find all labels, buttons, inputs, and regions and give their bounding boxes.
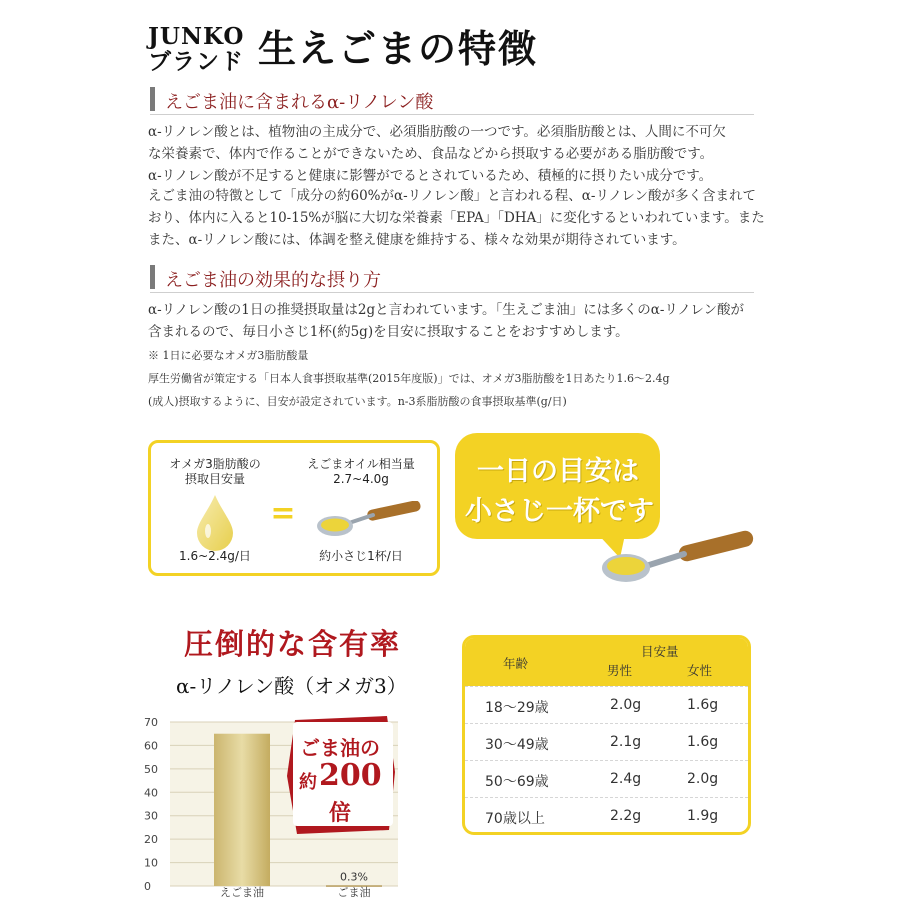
brand-line-2: ブランド [148, 48, 244, 75]
table-header [465, 638, 748, 686]
table-row [465, 760, 748, 797]
x-category-label: ごま油 [337, 886, 371, 899]
spoon-icon [315, 501, 423, 539]
callout-line-1: ごま油の [300, 736, 380, 760]
section2-title: えごま油の効果的な摂り方 [165, 270, 381, 291]
intake-table [462, 635, 751, 835]
bubble-line-1: 一日の目安は [477, 456, 639, 487]
brand-line-1: JUNKO [148, 23, 245, 50]
header-age: 年齢 [503, 656, 529, 671]
speech-bubble [455, 433, 660, 539]
text-line: おり、体内に入ると10-15%が脳に大切な栄養素「EPA」「DHA」に変化するといわれています。また [148, 210, 765, 226]
y-tick-label: 30 [144, 809, 158, 823]
header-male: 男性 [607, 663, 633, 678]
y-tick-label: 70 [144, 716, 158, 729]
callout-badge [283, 712, 399, 836]
section2-divider [150, 292, 754, 293]
data-label: 0.3% [340, 870, 368, 884]
table-row [465, 686, 748, 723]
cell-age: 30～49歳 [485, 737, 549, 753]
text-line: α-リノレン酸とは、植物油の主成分で、必須脂肪酸の一つです。必須脂肪酸とは、人間に不可欠 [148, 124, 726, 140]
omega3-label-1: オメガ3脂肪酸の [169, 457, 261, 471]
table-row [465, 797, 748, 834]
oil-drop-icon [193, 493, 237, 551]
cell-age: 70歳以上 [485, 811, 545, 827]
spoon-large-icon [600, 530, 760, 590]
text-line: な栄養素で、体内で作ることができないため、食品などから摂取する必要がある脂肪酸です。 [148, 146, 714, 162]
section1-para1 [148, 121, 753, 187]
section1-para2 [148, 185, 765, 251]
section1-bar [150, 87, 155, 111]
y-tick-label: 10 [144, 856, 158, 870]
omega3-value: 1.6~2.4g/日 [179, 549, 251, 563]
callout-line-3: 倍 [329, 800, 352, 826]
callout-number: 200 [319, 758, 382, 793]
y-tick-label: 50 [144, 762, 158, 776]
egoma-label-2: 2.7~4.0g [333, 472, 389, 486]
note-line-1: 厚生労働省が策定する「日本人食事摂取基準(2015年度版)」では、オメガ3脂肪酸を1日あたり1.6～2.4g [148, 372, 670, 385]
omega3-label-2: 摂取目安量 [184, 472, 245, 486]
page-title: 生えごまの特徴 [258, 26, 539, 71]
table-row [465, 723, 748, 760]
egoma-label-1: えごまオイル相当量 [307, 457, 415, 471]
y-tick-label: 40 [144, 786, 158, 800]
cell-age: 18～29歳 [485, 700, 549, 716]
text-line: α-リノレン酸の1日の推奨摂取量は2gと言われています。「生えごま油」には多くのα-リノレン酸が [148, 302, 745, 318]
cell-female: 1.6g [687, 697, 719, 713]
cell-age: 50～69歳 [485, 774, 549, 790]
bubble-line-2: 小さじ一杯です [465, 496, 654, 527]
header-amount: 目安量 [641, 644, 679, 659]
comparison-box [148, 440, 440, 576]
section1-title: えごま油に含まれるα-リノレン酸 [165, 92, 434, 113]
section1-divider [150, 114, 754, 115]
egoma-value: 約小さじ1杯/日 [319, 549, 403, 563]
section2-bar [150, 265, 155, 289]
note-heading: ※ 1日に必要なオメガ3脂肪酸量 [148, 349, 309, 362]
chart-title: 圧倒的な含有率 [184, 627, 402, 661]
cell-male: 2.1g [610, 734, 642, 750]
note-line-2: (成人)摂取するように、目安が設定されています。n-3系脂肪酸の食事摂取基準(g/日) [148, 395, 567, 408]
equals-sign: = [270, 496, 296, 531]
section2-para [148, 299, 753, 343]
text-line: α-リノレン酸が不足すると健康に影響がでるとされているため、積極的に摂りたい成分です。 [148, 168, 713, 184]
y-tick-label: 0 [144, 880, 151, 893]
text-line: 含まれるので、毎日小さじ1杯(約5g)を目安に摂取することをおすすめします。 [148, 324, 629, 340]
brand-name [148, 24, 244, 74]
bar-egoma [214, 734, 270, 886]
cell-female: 2.0g [687, 771, 719, 787]
text-line: また、α-リノレン酸には、体調を整え健康を維持する、様々な効果が期待されています。 [148, 232, 686, 248]
cell-male: 2.4g [610, 771, 642, 787]
y-tick-label: 20 [144, 833, 158, 847]
y-tick-label: 60 [144, 739, 158, 753]
x-category-label: えごま油 [220, 886, 264, 899]
text-line: えごま油の特徴として「成分の約60%がα-リノレン酸」と言われる程、α-リノレン酸が多く含まれて [148, 188, 757, 204]
cell-female: 1.6g [687, 734, 719, 750]
chart-subtitle: α-リノレン酸（オメガ3） [176, 674, 407, 698]
callout-prefix: 約 [299, 772, 317, 793]
cell-male: 2.2g [610, 808, 642, 824]
cell-male: 2.0g [610, 697, 642, 713]
cell-female: 1.9g [687, 808, 719, 824]
header-female: 女性 [687, 663, 713, 678]
